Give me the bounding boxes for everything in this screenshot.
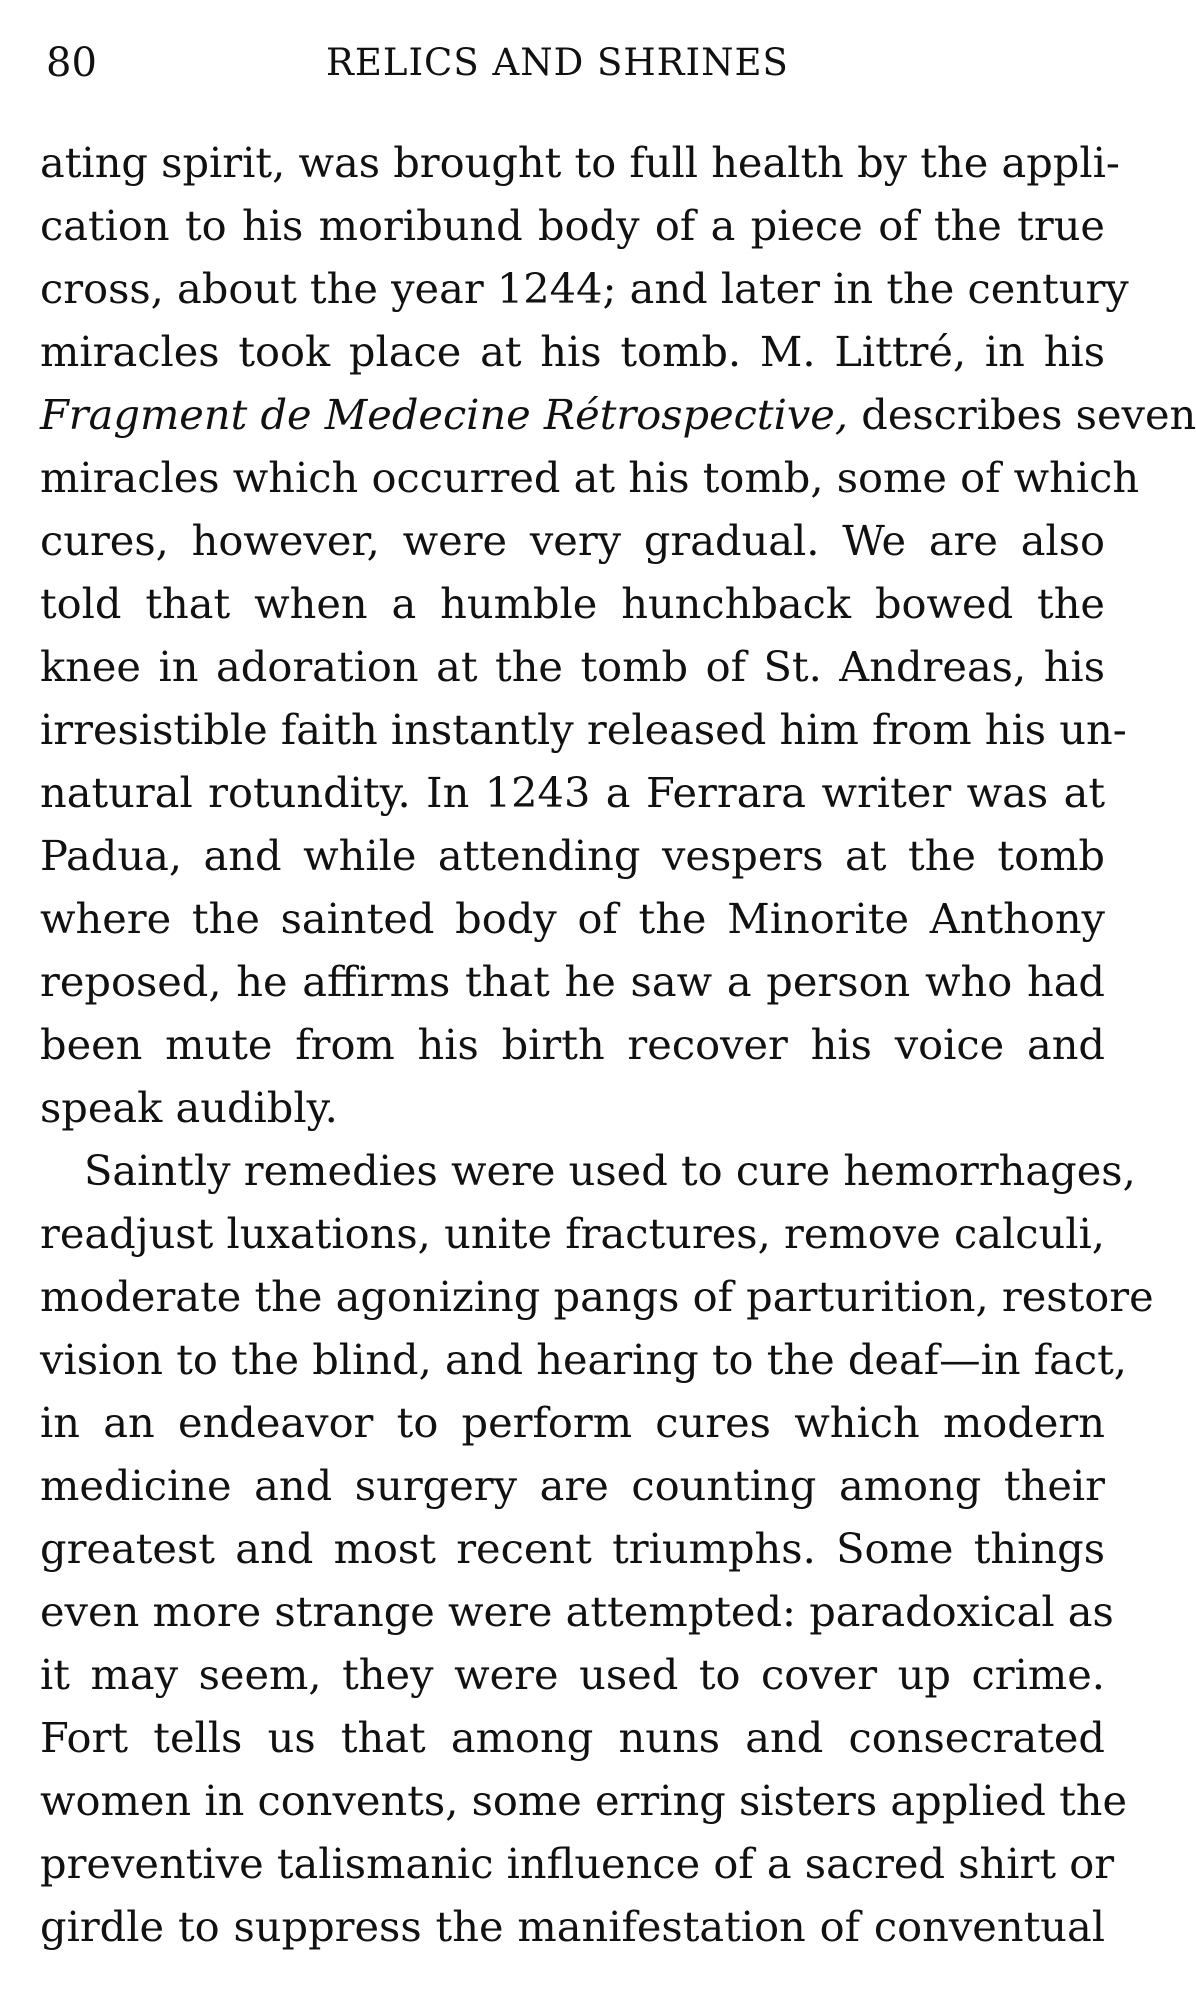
text-line-rest: describes seven: [848, 390, 1196, 439]
text-line: reposed, he affirms that he saw a person who had: [40, 957, 1105, 1006]
text-line: greatest and most recent triumphs. Some things: [40, 1524, 1105, 1573]
text-line: cures, however, were very gradual. We are also: [40, 516, 1105, 565]
text-line: cross, about the year 1244; and later in the century: [40, 264, 1129, 313]
page-header: [46, 38, 1104, 88]
text-line: knee in adoration at the tomb of St. Andreas, his: [40, 642, 1105, 691]
text-line: where the sainted body of the Minorite Anthony: [40, 894, 1105, 943]
text-line: natural rotundity. In 1243 a Ferrara writer was at: [40, 768, 1105, 817]
text-line: preventive talismanic influence of a sacred shirt or: [40, 1839, 1115, 1888]
text-line: Saintly remedies were used to cure hemorrhages,: [84, 1146, 1136, 1195]
text-line: readjust luxations, unite fractures, remove calculi,: [40, 1209, 1105, 1258]
text-line: moderate the agonizing pangs of parturition, restore: [40, 1272, 1154, 1321]
text-line: even more strange were attempted: paradoxical as: [40, 1587, 1114, 1636]
text-line: women in convents, some erring sisters applied the: [40, 1776, 1128, 1825]
text-line: been mute from his birth recover his voice and: [40, 1020, 1105, 1069]
text-line: told that when a humble hunchback bowed the: [40, 579, 1105, 628]
text-line: girdle to suppress the manifestation of conventual: [40, 1902, 1105, 1951]
text-line: speak audibly.: [40, 1083, 338, 1132]
running-head: RELICS AND SHRINES: [326, 41, 789, 84]
text-line: miracles which occurred at his tomb, some of which: [40, 453, 1140, 502]
text-line: in an endeavor to perform cures which modern: [40, 1398, 1105, 1447]
text-line: Padua, and while attending vespers at the tomb: [40, 831, 1105, 880]
book-title-italic: Fragment de Medecine Rétrospective,: [40, 390, 849, 439]
text-line: vision to the blind, and hearing to the deaf—in fact,: [40, 1335, 1127, 1384]
text-line: it may seem, they were used to cover up crime.: [40, 1650, 1105, 1699]
page-number: 80: [46, 40, 97, 86]
text-line: medicine and surgery are counting among their: [40, 1461, 1105, 1510]
text-line: ating spirit, was brought to full health by the appli-: [40, 138, 1120, 187]
text-line: irresistible faith instantly released him from his un-: [40, 705, 1127, 754]
body-text: [40, 131, 1196, 1958]
text-line: miracles took place at his tomb. M. Littré, in his: [40, 327, 1105, 376]
text-line: Fort tells us that among nuns and consecrated: [40, 1713, 1105, 1762]
text-line: cation to his moribund body of a piece of the true: [40, 201, 1105, 250]
text-line: [40, 383, 1196, 446]
